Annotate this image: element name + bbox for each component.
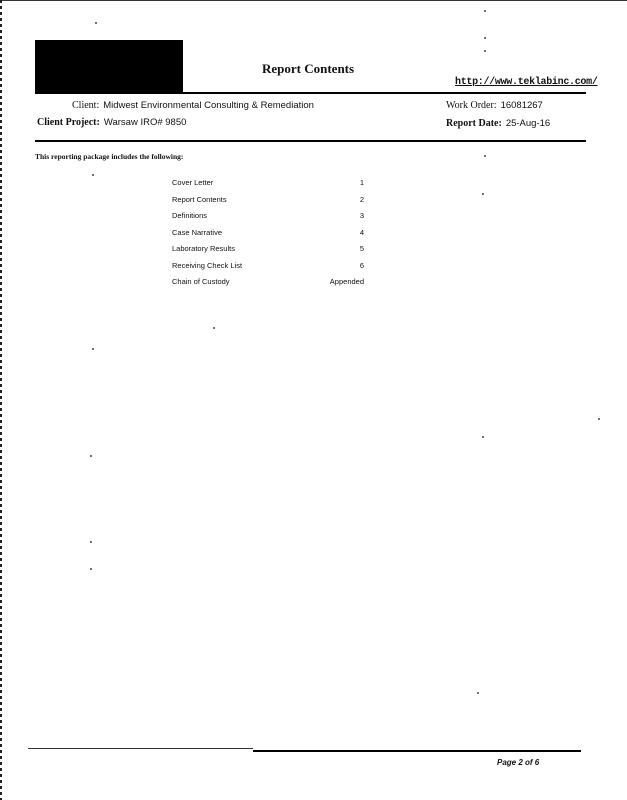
redacted-logo [35,40,183,92]
scan-speck [95,22,97,24]
client-value: Midwest Environmental Consulting & Remediation [103,100,314,111]
contents-page: 5 [359,244,364,253]
contents-list [172,178,367,294]
work-order-line [446,100,543,111]
scan-speck [92,348,94,350]
report-date-line [446,118,550,129]
contents-page: 1 [359,178,364,187]
contents-page: 4 [359,227,364,237]
scan-speck [484,50,486,52]
scan-speck [92,174,94,176]
contents-page: 6 [359,260,364,270]
scan-speck [90,541,92,543]
report-date-label: Report Date: [446,118,502,129]
contents-page: 3 [359,211,364,220]
client-line [72,100,314,111]
work-order-label: Work Order: [446,100,497,111]
client-label: Client: [72,100,100,111]
scan-speck [482,193,484,195]
scan-speck [90,568,92,570]
work-order-value: 16081267 [500,100,543,111]
footer-rule [253,750,581,752]
contents-title: Receiving Check List [172,260,243,270]
scan-speck [477,692,479,694]
scan-speck [90,455,92,457]
website-link[interactable]: http://www.teklabinc.com/ [455,77,598,88]
contents-row [172,277,367,294]
contents-row [172,228,367,245]
project-label: Client Project: [37,117,100,128]
contents-row [172,178,367,195]
footer-rule-thin [28,748,253,749]
page-number: Page 2 of 6 [497,758,540,767]
contents-title: Cover Letter [172,178,214,187]
contents-title: Chain of Custody [172,277,230,286]
page-title: Report Contents [262,61,355,76]
contents-title: Laboratory Results [172,244,235,253]
scan-speck [482,436,484,438]
scan-speck [484,155,486,157]
scan-speck [484,37,486,39]
project-line [37,117,186,128]
intro-text: This reporting package includes the following: [35,152,184,161]
info-rule [35,140,586,142]
contents-row [172,244,367,261]
scan-top-edge [0,0,627,1]
scan-speck [213,327,215,329]
contents-row [172,195,367,212]
contents-row [172,211,367,228]
contents-page: Appended [329,277,364,286]
scan-left-edge [0,0,2,800]
project-value: Warsaw IRO# 9850 [103,117,187,128]
contents-page: 2 [359,194,364,204]
contents-row [172,261,367,278]
scan-speck [598,418,600,420]
header-rule [35,92,586,94]
contents-title: Definitions [172,211,208,220]
contents-title: Report Contents [172,194,227,204]
contents-title: Case Narrative [172,227,223,237]
scan-speck [484,10,486,12]
report-date-value: 25-Aug-16 [505,118,551,129]
